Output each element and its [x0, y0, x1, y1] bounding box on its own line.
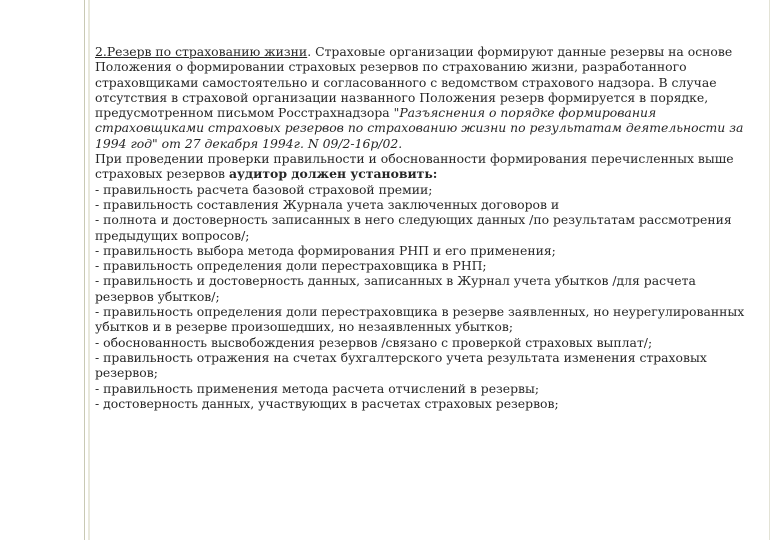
list-item: - правильность определения доли перестраховщика в РНП; — [95, 258, 487, 274]
list-item: - правильность расчета базовой страховой премии; — [95, 181, 433, 197]
section-heading: 2.Резерв по страхованию жизни — [95, 44, 308, 59]
auditor-must-text: аудитор должен установить: — [228, 166, 438, 182]
slide-frame-inner-line — [88, 0, 90, 540]
check-intro-text: При проведении проверки правильности и обоснованности формирования перечисленных выше страховых резервов — [95, 151, 734, 182]
intro-text: . Страховые организации формируют данные резервы на основе Положения о формировании страховых резервов по страхованию жизни, разработанного страховщиками самостоятельно и согласованного с ведомством страхового надзора. В случае отсутствия в страховой организации названного Положения резерв формируется в порядке, предусмотренном письмом Росстрахнадзора — [95, 44, 733, 121]
check-paragraph — [95, 151, 747, 182]
list-item: - правильность составления Журнала учета заключенных договоров и — [95, 196, 560, 212]
list-item: - правильность выбора метода формирования РНП и его применения; — [95, 242, 556, 258]
letter-reference: "Разъяснения о порядке формирования страховщиками страховых резервов по страхованию жизни по результатам деятельности за 1994 год" от 27 декабря 1994г. N 09/2-16р/02. — [95, 105, 744, 151]
list-item: - правильность определения доли перестраховщика в резерве заявленных, но неурегулированных убытков и в резерве произошедших, но незаявленных убытков; — [95, 304, 745, 335]
list-item: - обоснованность высвобождения резервов /связано с проверкой страховых выплат/; — [95, 334, 653, 350]
intro-paragraph — [95, 44, 747, 151]
list-item: - правильность применения метода расчета отчислений в резервы; — [95, 380, 540, 396]
slide-text-body — [95, 44, 747, 411]
list-item: - правильность отражения на счетах бухгалтерского учета результата изменения страховых резервов; — [95, 349, 707, 381]
list-item: - полнота и достоверность записанных в него следующих данных /по результатам рассмотрения предыдущих вопросов/; — [95, 212, 732, 243]
list-item: - правильность и достоверность данных, записанных в Журнал учета убытков /для расчета резервов убытков/; — [95, 273, 696, 304]
list-item: - достоверность данных, участвующих в расчетах страховых резервов; — [95, 395, 559, 411]
